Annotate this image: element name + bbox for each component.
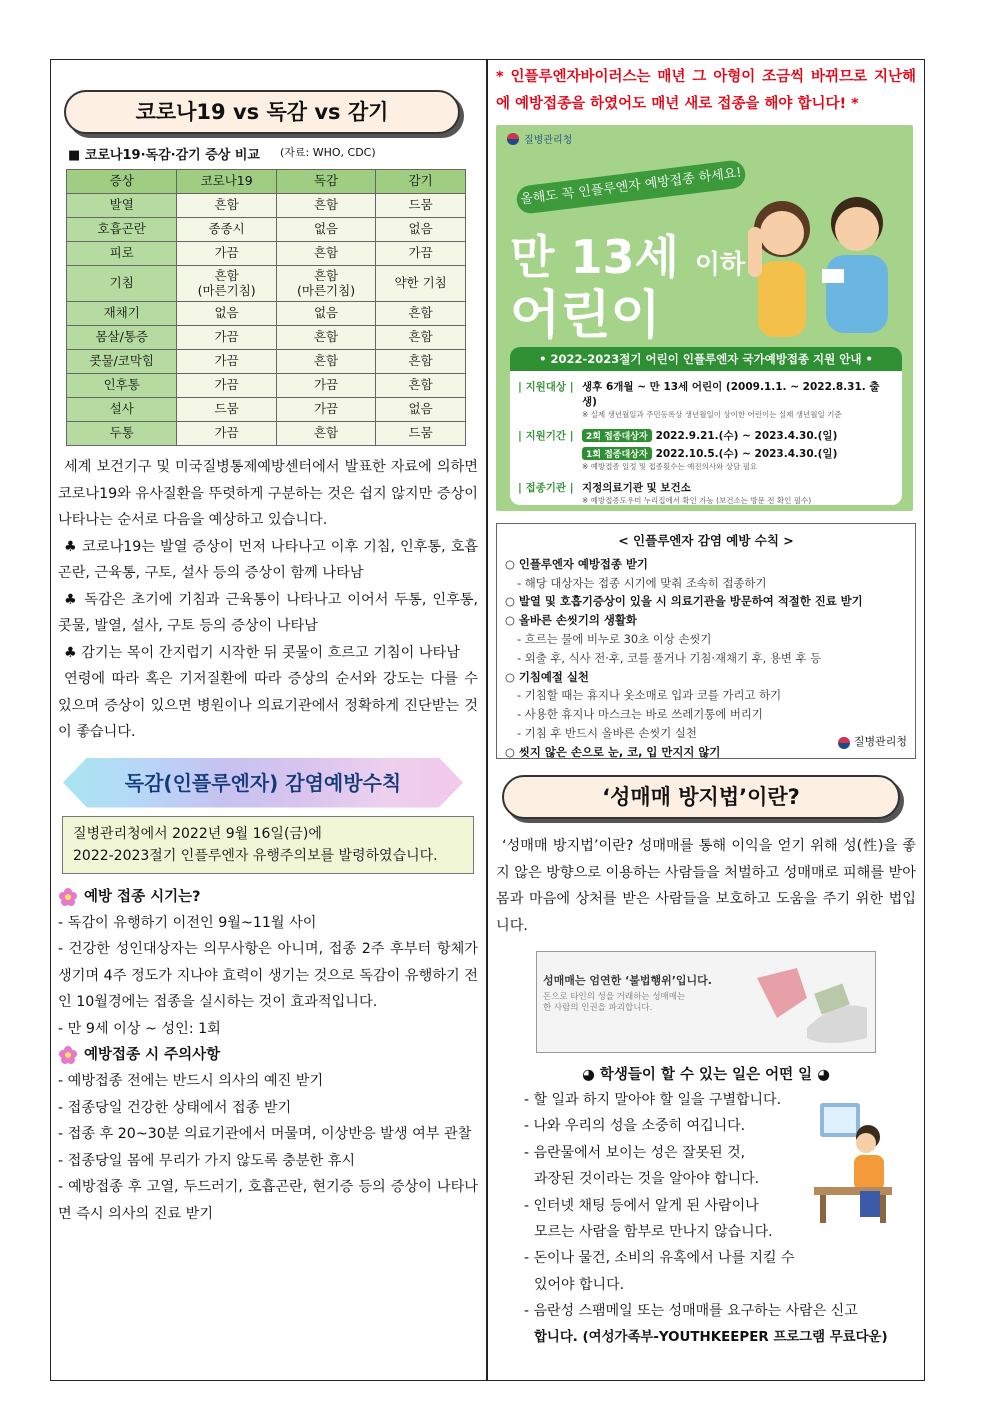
symptom-cell: 몸살/통증: [67, 326, 177, 350]
rule-subitem: - 외출 후, 식사 전·후, 코를 풀거나 기침·재채기 후, 용변 후 등: [517, 650, 822, 665]
table-cell: 흔함: [276, 422, 375, 446]
table-cell: 없음: [276, 302, 375, 326]
advisory-notice: [62, 816, 474, 874]
support-period-note: ※ 예방접종 일정 및 접종횟수는 예진의사와 상담 필요: [582, 462, 758, 471]
support-target-note: ※ 실제 생년월일과 주민등록상 생년월일이 상이한 어린이는 실제 생년월일 기준: [582, 410, 842, 419]
table-row: [67, 398, 466, 422]
poster-logo: [506, 131, 572, 146]
covid-flu-cold-title: 코로나19 vs 독감 vs 감기: [64, 90, 460, 134]
support-info-title: • 2022-2023절기 어린이 인플루엔자 국가예방접종 지원 안내 •: [510, 347, 902, 371]
table-cell: 없음: [376, 218, 466, 242]
rule-item: ○ 기침예절 실천: [505, 669, 589, 684]
table-header: 감기: [376, 170, 466, 194]
support-info-box: [510, 347, 902, 505]
law-description: [496, 833, 916, 939]
table-cell: 흔함: [177, 194, 276, 218]
photo-caption-line: 돈으로 타인의 성을 거래하는 성매매는: [543, 992, 686, 1002]
table-cell: 흔함: [276, 194, 375, 218]
table-source: (자료: WHO, CDC): [279, 146, 376, 159]
table-row: [67, 194, 466, 218]
kdca-logo-icon: [837, 736, 851, 750]
rule-subitem: - 기침 후 반드시 올바른 손씻기 실천: [517, 725, 697, 740]
one-dose-period: 2022.10.5.(수) ~ 2023.4.30.(일): [655, 448, 838, 460]
intro-text: [58, 454, 478, 746]
rules-list: [505, 555, 907, 762]
vaccination-timing-title: 예방 접종 시기는?: [84, 888, 201, 905]
symptom-cell: 인후통: [67, 374, 177, 398]
table-row: [67, 302, 466, 326]
precaution-item: - 예방접종 전에는 반드시 의사의 예진 받기: [58, 1073, 324, 1089]
closing-paragraph: 연령에 따라 혹은 기저질환에 따라 증상의 순서와 강도는 다를 수 있으며 증상이 있으면 병원이나 의료기관에서 정확하게 진단받는 것이 좋습니다.: [58, 671, 478, 740]
table-header: 코로나19: [177, 170, 276, 194]
table-header-row: [67, 170, 466, 194]
boy-illustration-icon: [814, 183, 900, 333]
left-column: [58, 64, 478, 1227]
hand-money-image-icon: [737, 958, 873, 1048]
table-cell: 없음: [276, 218, 375, 242]
table-cell: 가끔: [177, 242, 276, 266]
table-cell: 흔함: [376, 374, 466, 398]
table-cell: 가끔: [276, 374, 375, 398]
action-item: 있어야 합니다.: [534, 1276, 625, 1293]
support-target-row: [510, 379, 902, 420]
action-item: 모르는 사람을 함부로 만나지 않습니다.: [534, 1224, 773, 1241]
table-caption-text: ■ 코로나19·독감·감기 증상 비교: [68, 148, 260, 163]
rules-title: < 인플루엔자 감염 예방 수칙 >: [618, 533, 794, 548]
support-period-row: [510, 428, 902, 472]
photo-caption: [543, 992, 685, 1014]
influenza-warning: * 인플루엔자바이러스는 매년 그 아형이 조금씩 바뀌므로 지난해에 예방접종을 하였어도 매년 새로 접종을 해야 합니다! *: [496, 69, 916, 112]
covid-bullet: ♣ 코로나19는 발열 증상이 먼저 나타나고 이후 기침, 인후통, 호흡곤란, 근육통, 구토, 설사 등의 증상이 함께 나타남: [58, 538, 478, 581]
precautions-title: 예방접종 시 주의사항: [84, 1047, 221, 1063]
support-period-value: [582, 428, 894, 472]
symptom-cell: 설사: [67, 398, 177, 422]
action-item: - 할 일과 하지 말아야 할 일을 구별합니다.: [524, 1092, 782, 1108]
two-dose-period: 2022.9.21.(수) ~ 2023.4.30.(일): [655, 430, 838, 442]
table-header: 독감: [276, 170, 375, 194]
table-cell: 흔함 (마른기침): [276, 266, 375, 302]
symptom-cell: 호흡곤란: [67, 218, 177, 242]
kdca-logo-icon: [506, 132, 520, 146]
law-text: ‘성매매 방지법’이란? 성매매를 통해 이익을 얻기 위해 성(性)을 좋지 않은 방향으로 이용하는 사람들을 처벌하고 성매매로 피해를 받아 몸과 마음에 상처를 받은 사람들을 보호하고 도움을 주기 위한 법입니다.: [496, 838, 916, 934]
table-cell: 종종시: [177, 218, 276, 242]
student-actions-list: [496, 1087, 916, 1351]
rules-org: [837, 733, 907, 752]
symptom-cell: 재채기: [67, 302, 177, 326]
table-row: [67, 350, 466, 374]
intro-paragraph: 세계 보건기구 및 미국질병통제예방센터에서 발표한 자료에 의하면 코로나19와 유사질환을 뚜렷하게 구분하는 것은 쉽지 않지만 증상이 나타나는 순서로 다음을 예상하고 있습니다.: [58, 459, 478, 528]
symptom-cell: 기침: [67, 266, 177, 302]
student-actions-title: ◕ 학생들이 할 수 있는 일은 어떤 일 ◕: [582, 1067, 830, 1083]
table-cell: 흔함: [376, 350, 466, 374]
rule-item: ○ 발열 및 호흡기증상이 있을 시 의료기관을 방문하여 적절한 진료 받기: [505, 594, 863, 609]
timing-item: - 만 9세 이상 ~ 성인: 1회: [58, 1020, 221, 1037]
symptom-table-body: [67, 194, 466, 446]
support-target-label: | 지원대상 |: [518, 381, 574, 393]
two-dose-tag: 2회 접종대상자: [582, 429, 652, 442]
action-item: - 음란물에서 보이는 성은 잘못된 것,: [524, 1144, 746, 1161]
notice-line: 2022-2023절기 인플루엔자 유행주의보를 발령하였습니다.: [73, 847, 438, 864]
poster-ribbon: 올해도 꼭 인플루엔자 예방접종 하세요!: [515, 159, 747, 215]
poster-age-big: 만 13세: [510, 230, 679, 284]
right-column: [496, 64, 916, 1351]
precaution-item: - 예방접종 후 고열, 두드러기, 호흡곤란, 현기증 등의 증상이 나타나면 즉시 의사의 진료 받기: [58, 1179, 478, 1222]
prevention-banner: [58, 758, 478, 808]
vaccination-poster: [496, 125, 913, 511]
photo-caption-line: 한 사람의 인권을 파괴합니다.: [543, 1003, 653, 1013]
rule-item: ○ 인플루엔자 예방접종 받기: [505, 556, 648, 571]
support-period-label: | 지원기간 |: [518, 430, 574, 442]
poster-age-small: 이하: [694, 250, 746, 280]
rules-org-text: 질병관리청: [853, 735, 907, 749]
precautions-heading: [58, 1042, 478, 1068]
photo-title: 성매매는 엄연한 ‘불법행위’입니다.: [543, 974, 712, 987]
rule-item: ○ 씻지 않은 손으로 눈, 코, 입 만지지 않기: [505, 744, 721, 759]
table-cell: 흔함: [276, 350, 375, 374]
prevention-rules-box: [496, 523, 916, 759]
symptom-cell: 두통: [67, 422, 177, 446]
rule-subitem: - 기침할 때는 휴지나 옷소매로 입과 코를 가리고 하기: [517, 688, 782, 703]
rule-subitem: - 흐르는 물에 비누로 30초 이상 손씻기: [517, 631, 712, 646]
action-item: 합니다. (여성가족부-YOUTHKEEPER 프로그램 무료다운): [534, 1329, 888, 1345]
table-cell: 가끔: [177, 422, 276, 446]
timing-item: - 건강한 성인대상자는 의무사항은 아니며, 접종 2주 후부터 항체가 생기며 4주 정도가 지나야 효력이 생기는 것으로 독감이 유행하기 전인 10월경에는 접종을 실시하는 것이 효과적입니다.: [58, 941, 478, 1010]
action-item: 과장된 것이라는 것을 알아야 합니다.: [534, 1171, 760, 1188]
vaccination-site-label: | 접종기관 |: [518, 482, 574, 494]
flower-icon: [58, 887, 78, 907]
vaccination-site-text: 지정의료기관 및 보건소: [582, 482, 691, 494]
precaution-item: - 접종당일 몸에 무리가 가지 않도록 충분한 휴시: [58, 1152, 356, 1169]
action-item: - 돈이나 물건, 소비의 유혹에서 나를 지킬 수: [524, 1250, 795, 1267]
table-cell: 가끔: [376, 242, 466, 266]
symptom-cell: 피로: [67, 242, 177, 266]
vaccination-site-note: ※ 예방접종도우미 누리집에서 확인 가능 (보건소는 방문 전 확인 필수): [582, 496, 812, 505]
precaution-item: - 접종당일 건강한 상태에서 접종 받기: [58, 1099, 292, 1116]
table-cell: 가끔: [177, 350, 276, 374]
flower-icon: [58, 1045, 78, 1065]
support-target-text: 생후 6개월 ~ 만 13세 어린이 (2009.1.1. ~ 2022.8.31. 출생): [582, 381, 880, 408]
timing-item: - 독감이 유행하기 이전인 9월~11월 사이: [58, 914, 317, 931]
action-item: - 나와 우리의 성을 소중히 여깁니다.: [524, 1118, 746, 1135]
student-computer-icon: [814, 1097, 892, 1223]
table-cell: 흔함: [376, 326, 466, 350]
table-header: 증상: [67, 170, 177, 194]
action-item: - 음란성 스팸메일 또는 성매매를 요구하는 사람은 신고: [524, 1303, 858, 1320]
table-row: [67, 242, 466, 266]
column-divider: [486, 59, 488, 1381]
one-dose-tag: 1회 접종대상자: [582, 447, 652, 460]
table-row: [67, 266, 466, 302]
table-cell: 없음: [376, 398, 466, 422]
rule-subitem: - 해당 대상자는 접종 시기에 맞춰 조속히 접종하기: [517, 575, 767, 590]
symptom-table: [66, 169, 466, 446]
precaution-item: - 접종 후 20~30분 의료기관에서 머물며, 이상반응 발생 여부 관찰: [58, 1126, 472, 1142]
table-cell: 흔함: [276, 326, 375, 350]
table-cell: 흔함 (마른기침): [177, 266, 276, 302]
support-target-value: [582, 379, 894, 420]
cold-bullet: ♣ 감기는 목이 간지럽기 시작한 뒤 콧물이 흐르고 기침이 나타남: [64, 644, 460, 661]
table-cell: 드뭄: [376, 194, 466, 218]
notice-line: 질병관리청에서 2022년 9월 16일(금)에: [73, 825, 322, 842]
anti-prostitution-law-title: ‘성매매 방지법’이란?: [502, 775, 900, 819]
table-cell: 흔함: [276, 242, 375, 266]
girl-illustration-icon: [744, 187, 820, 337]
poster-logo-text: 질병관리청: [524, 135, 573, 146]
flu-bullet: ♣ 독감은 초기에 기침과 근육통이 나타나고 이어서 두통, 인후통, 콧물, 발열, 설사, 구토 등의 증상이 나타남: [58, 591, 478, 634]
table-cell: 흔함: [376, 302, 466, 326]
vaccination-site-value: [582, 480, 894, 506]
table-row: [67, 218, 466, 242]
rule-item: ○ 올바른 손씻기의 생활화: [505, 613, 637, 628]
action-item: - 인터넷 채팅 등에서 알게 된 사람이나: [524, 1197, 759, 1214]
illegal-act-photo: [536, 951, 876, 1053]
symptom-cell: 발열: [67, 194, 177, 218]
table-cell: 약한 기침: [376, 266, 466, 302]
vaccination-timing-heading: [58, 884, 478, 910]
table-cell: 가끔: [177, 374, 276, 398]
banner-title: 독감(인플루엔자) 감염예방수칙: [124, 770, 402, 795]
rule-subitem: - 사용한 휴지나 마스크는 바로 쓰레기통에 버리기: [517, 707, 763, 722]
table-row: [67, 326, 466, 350]
symptom-cell: 콧물/코막힘: [67, 350, 177, 374]
table-cell: 드뭄: [376, 422, 466, 446]
table-cell: 없음: [177, 302, 276, 326]
vaccination-site-row: [510, 480, 902, 506]
table-caption: [68, 144, 478, 163]
table-cell: 드뭄: [177, 398, 276, 422]
table-row: [67, 374, 466, 398]
table-cell: 가끔: [276, 398, 375, 422]
table-cell: 가끔: [177, 326, 276, 350]
table-row: [67, 422, 466, 446]
poster-target: 어린이: [510, 286, 661, 346]
